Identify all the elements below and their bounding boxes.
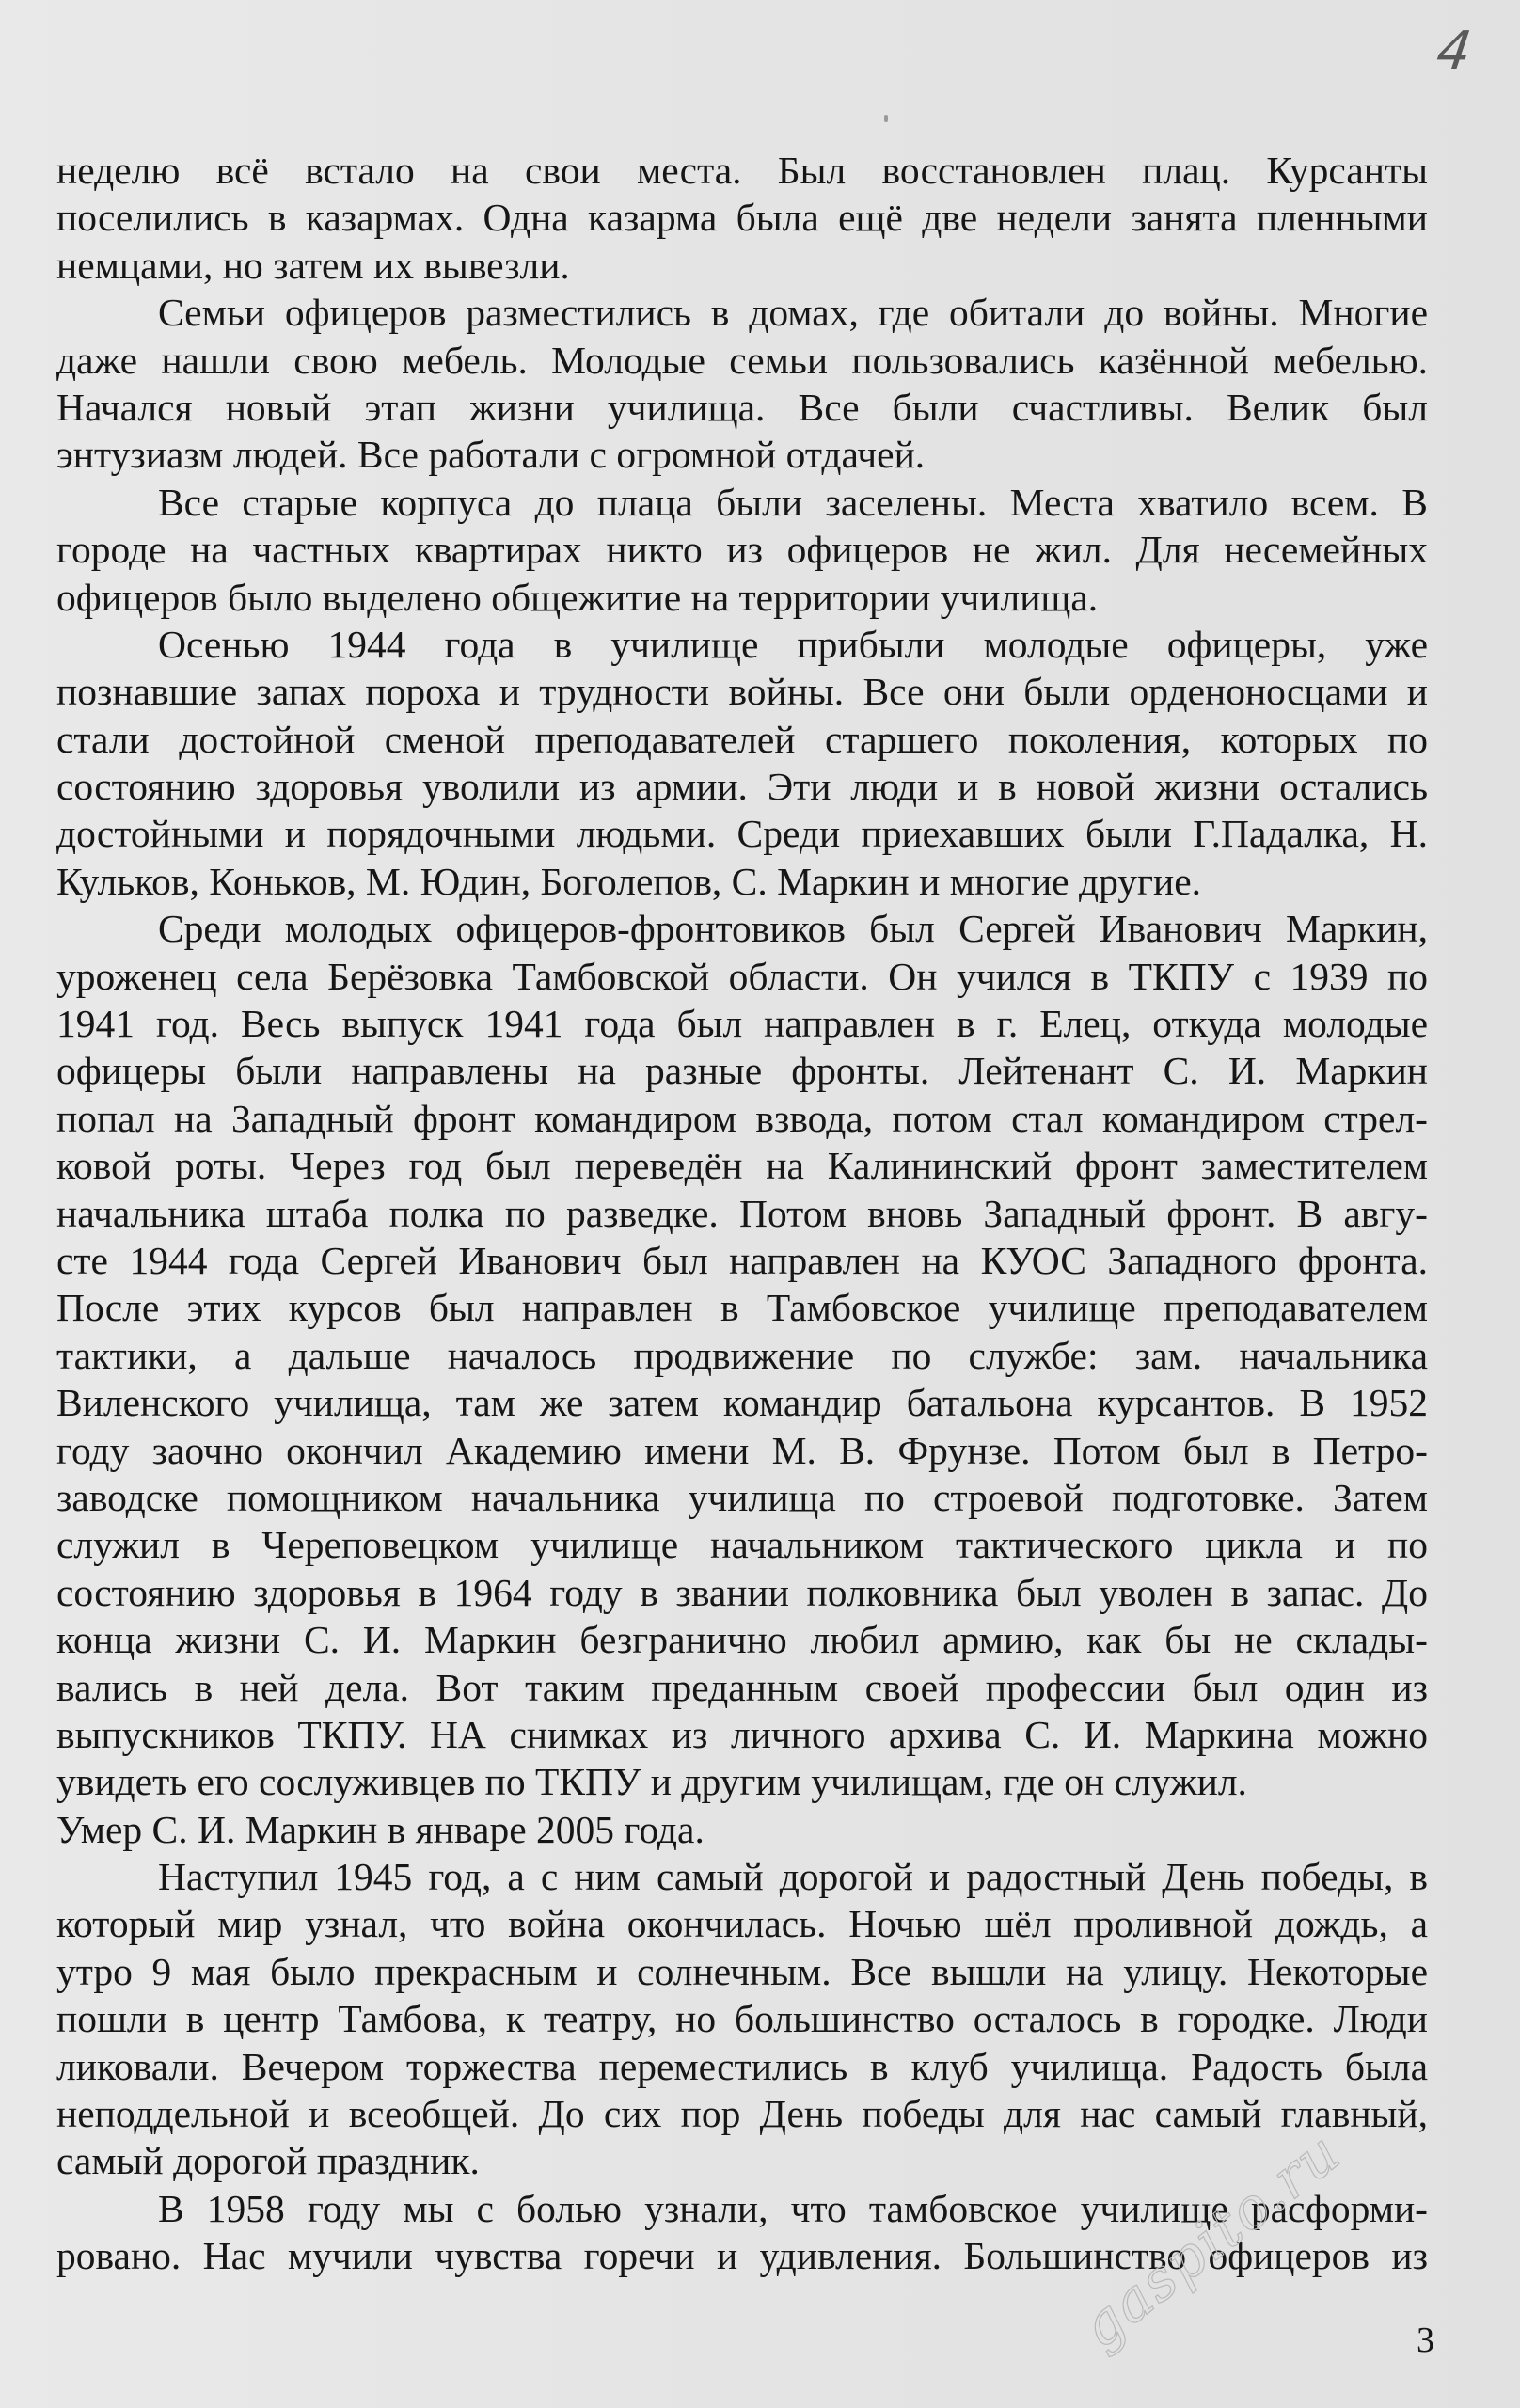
- text-line: ковой роты. Через год был переведён на Калининский фронт заместителем: [56, 1144, 1428, 1188]
- text-line: Умер С. И. Маркин в январе 2005 года.: [56, 1807, 705, 1851]
- text-line: служил в Череповецком училище начальником тактического цикла и по: [56, 1523, 1428, 1567]
- text-line: увидеть его сослуживцев по ТКПУ и другим училищам, где он служил.: [56, 1760, 1247, 1804]
- text-line: конца жизни С. И. Маркин безгранично любил армию, как бы не склады-: [56, 1618, 1428, 1662]
- paragraph: [56, 479, 1428, 621]
- text-line: стали достойной сменой преподавателей старшего поколения, которых по: [56, 717, 1428, 761]
- text-line: заводске помощником начальника училища по строевой подготовке. Затем: [56, 1475, 1428, 1519]
- text-line: самый дорогой праздник.: [56, 2139, 480, 2183]
- text-line: выпускников ТКПУ. НА снимках из личного архива С. И. Маркина можно: [56, 1712, 1428, 1756]
- text-line: Наступил 1945 год, а с ним самый дорогой и радостный День победы, в: [158, 1855, 1428, 1899]
- text-line: сте 1944 года Сергей Иванович был направлен на КУОС Западного фронта.: [56, 1238, 1428, 1282]
- text-line: городе на частных квартирах никто из офицеров не жил. Для несемейных: [56, 528, 1428, 572]
- text-line: поселились в казармах. Одна казарма была ещё две недели занята пленными: [56, 196, 1428, 240]
- paragraph: [56, 147, 1428, 289]
- text-line: даже нашли свою мебель. Молодые семьи пользовались казённой мебелью.: [56, 338, 1428, 382]
- paragraph: [56, 1853, 1428, 2185]
- text-line: уроженец села Берёзовка Тамбовской области. Он учился в ТКПУ с 1939 по: [56, 954, 1428, 998]
- paragraph: [56, 905, 1428, 1805]
- handwritten-page-mark: 4: [1433, 21, 1476, 82]
- page-number: 3: [1417, 2321, 1434, 2360]
- text-line: состоянию здоровья в 1964 году в звании полковника был уволен в запас. До: [56, 1570, 1428, 1614]
- text-line: ликовали. Вечером торжества переместились в клуб училища. Радость была: [56, 2044, 1428, 2088]
- text-line: начальника штаба полка по разведке. Потом вновь Западный фронт. В авгу-: [56, 1191, 1428, 1235]
- paragraph: [56, 621, 1428, 905]
- watermark: gaspito.ru: [1069, 2118, 1354, 2361]
- document-body: [56, 147, 1428, 2280]
- text-line: году заочно окончил Академию имени М. В. Фрунзе. Потом был в Петро-: [56, 1428, 1428, 1472]
- text-line: вались в ней дела. Вот таким преданным своей профессии был один из: [56, 1665, 1428, 1709]
- text-line: офицеры были направлены на разные фронты. Лейтенант С. И. Маркин: [56, 1049, 1428, 1093]
- paragraph: [56, 1806, 1428, 1853]
- text-line: Кульков, Коньков, М. Юдин, Боголепов, С. Маркин и многие другие.: [56, 859, 1202, 903]
- text-line: После этих курсов был направлен в Тамбовское училище преподавателем: [56, 1286, 1428, 1330]
- text-line: пошли в центр Тамбова, к театру, но большинство осталось в городке. Люди: [56, 1997, 1428, 2041]
- text-line: Виленского училища, там же затем командир батальона курсантов. В 1952: [56, 1381, 1428, 1425]
- text-line: утро 9 мая было прекрасным и солнечным. Все вышли на улицу. Некоторые: [56, 1949, 1428, 1993]
- scan-speck: [884, 115, 888, 122]
- text-line: который мир узнал, что война окончилась. Ночью шёл проливной дождь, а: [56, 1902, 1428, 1946]
- text-line: неделю всё встало на свои места. Был восстановлен плац. Курсанты: [56, 149, 1428, 192]
- text-line: немцами, но затем их вывезли.: [56, 243, 570, 287]
- text-line: Осенью 1944 года в училище прибыли молодые офицеры, уже: [158, 622, 1428, 666]
- text-line: тактики, а дальше началось продвижение по службе: зам. начальника: [56, 1333, 1428, 1377]
- paragraph: [56, 289, 1428, 479]
- text-line: Семьи офицеров разместились в домах, где обитали до войны. Многие: [158, 291, 1428, 335]
- text-line: офицеров было выделено общежитие на территории училища.: [56, 575, 1099, 619]
- text-line: достойными и порядочными людьми. Среди приехавших были Г.Падалка, Н.: [56, 812, 1428, 856]
- text-line: Среди молодых офицеров-фронтовиков был Сергей Иванович Маркин,: [158, 907, 1428, 951]
- text-line: состоянию здоровья уволили из армии. Эти люди и в новой жизни остались: [56, 765, 1428, 809]
- text-line: познавшие запах пороха и трудности войны. Все они были орденоносцами и: [56, 670, 1428, 714]
- text-line: попал на Западный фронт командиром взвода, потом стал командиром стрел-: [56, 1096, 1428, 1140]
- text-line: неподдельной и всеобщей. До сих пор День победы для нас самый главный,: [56, 2092, 1428, 2136]
- text-line: 1941 год. Весь выпуск 1941 года был направлен в г. Елец, откуда молодые: [56, 1002, 1428, 1046]
- text-line: энтузиазм людей. Все работали с огромной отдачей.: [56, 433, 926, 477]
- text-line: Все старые корпуса до плаца были заселены. Места хватило всем. В: [158, 480, 1428, 524]
- text-line: В 1958 году мы с болью узнали, что тамбовское училище расформи-: [158, 2186, 1428, 2230]
- text-line: Начался новый этап жизни училища. Все были счастливы. Велик был: [56, 385, 1428, 429]
- text-line: ровано. Нас мучили чувства горечи и удивления. Большинство офицеров из: [56, 2234, 1428, 2278]
